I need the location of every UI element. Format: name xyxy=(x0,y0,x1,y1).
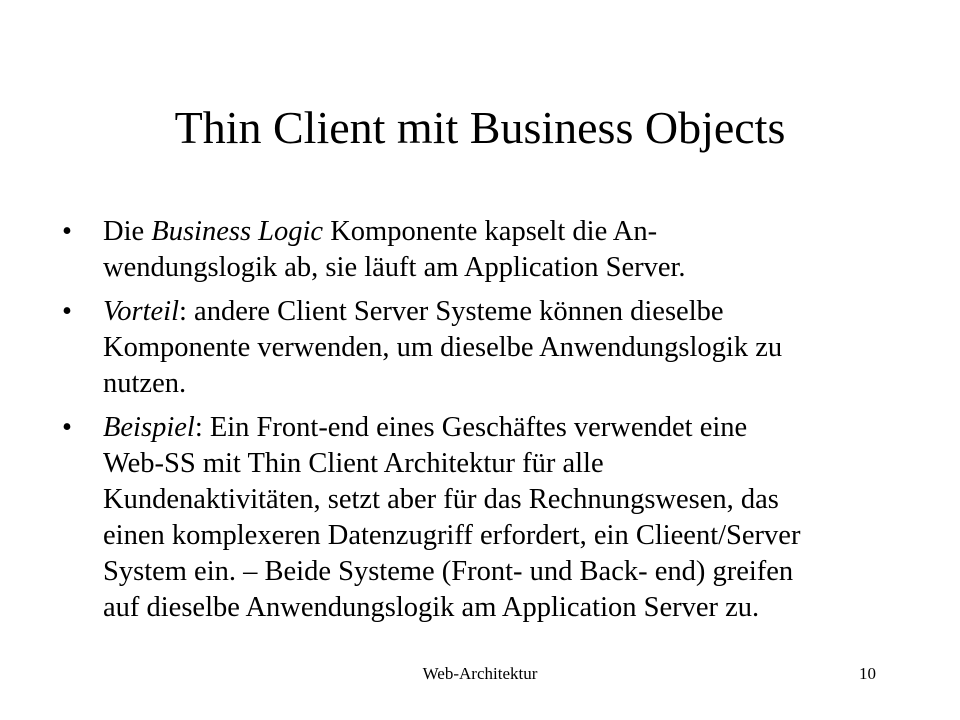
text-run: Web-SS mit Thin Client Architektur für alle xyxy=(103,448,604,479)
bullet-dot-icon: • xyxy=(62,216,72,247)
text-run: : andere Client Server Systeme können dieselbe xyxy=(179,296,724,327)
emphasis-text: Business Logic xyxy=(151,216,324,247)
text-run: System ein. – Beide Systeme (Front- und Back- end) greifen xyxy=(103,556,794,587)
bullet-item xyxy=(62,214,882,286)
bullet-line xyxy=(103,446,882,482)
bullet-line xyxy=(103,590,882,626)
footer-title: Web-Architektur xyxy=(422,664,538,683)
text-run: Komponente verwenden, um dieselbe Anwendungslogik zu xyxy=(103,332,783,363)
emphasis-text: Beispiel xyxy=(103,412,195,443)
bullet-line xyxy=(103,214,882,250)
bullet-list xyxy=(62,214,882,626)
bullet-line xyxy=(103,518,882,554)
bullet-line xyxy=(103,330,882,366)
slide-title: Thin Client mit Business Objects xyxy=(174,102,786,153)
text-run: einen komplexeren Datenzugriff erfordert, ein Clieent/Server xyxy=(103,520,801,551)
bullet-line xyxy=(103,410,882,446)
bullet-dot-icon: • xyxy=(62,296,72,327)
bullet-line xyxy=(103,366,882,402)
text-run: auf dieselbe Anwendungslogik am Application Server zu. xyxy=(103,592,760,623)
text-run: wendungslogik ab, sie läuft am Application Server. xyxy=(103,252,686,283)
bullet-line xyxy=(103,554,882,590)
bullet-item xyxy=(62,294,882,402)
text-run: Die xyxy=(103,216,152,247)
bullet-line xyxy=(103,294,882,330)
bullet-dot-icon: • xyxy=(62,412,72,443)
page-number: 10 xyxy=(859,664,876,683)
text-run: Komponente kapselt die An- xyxy=(323,216,658,247)
text-run: Kundenaktivitäten, setzt aber für das Rechnungswesen, das xyxy=(103,484,779,515)
text-run: : Ein Front-end eines Geschäftes verwendet eine xyxy=(194,412,748,443)
text-run: nutzen. xyxy=(103,368,187,399)
bullet-item xyxy=(62,410,882,626)
bullet-line xyxy=(103,250,882,286)
bullet-line xyxy=(103,482,882,518)
emphasis-text: Vorteil xyxy=(103,296,179,327)
